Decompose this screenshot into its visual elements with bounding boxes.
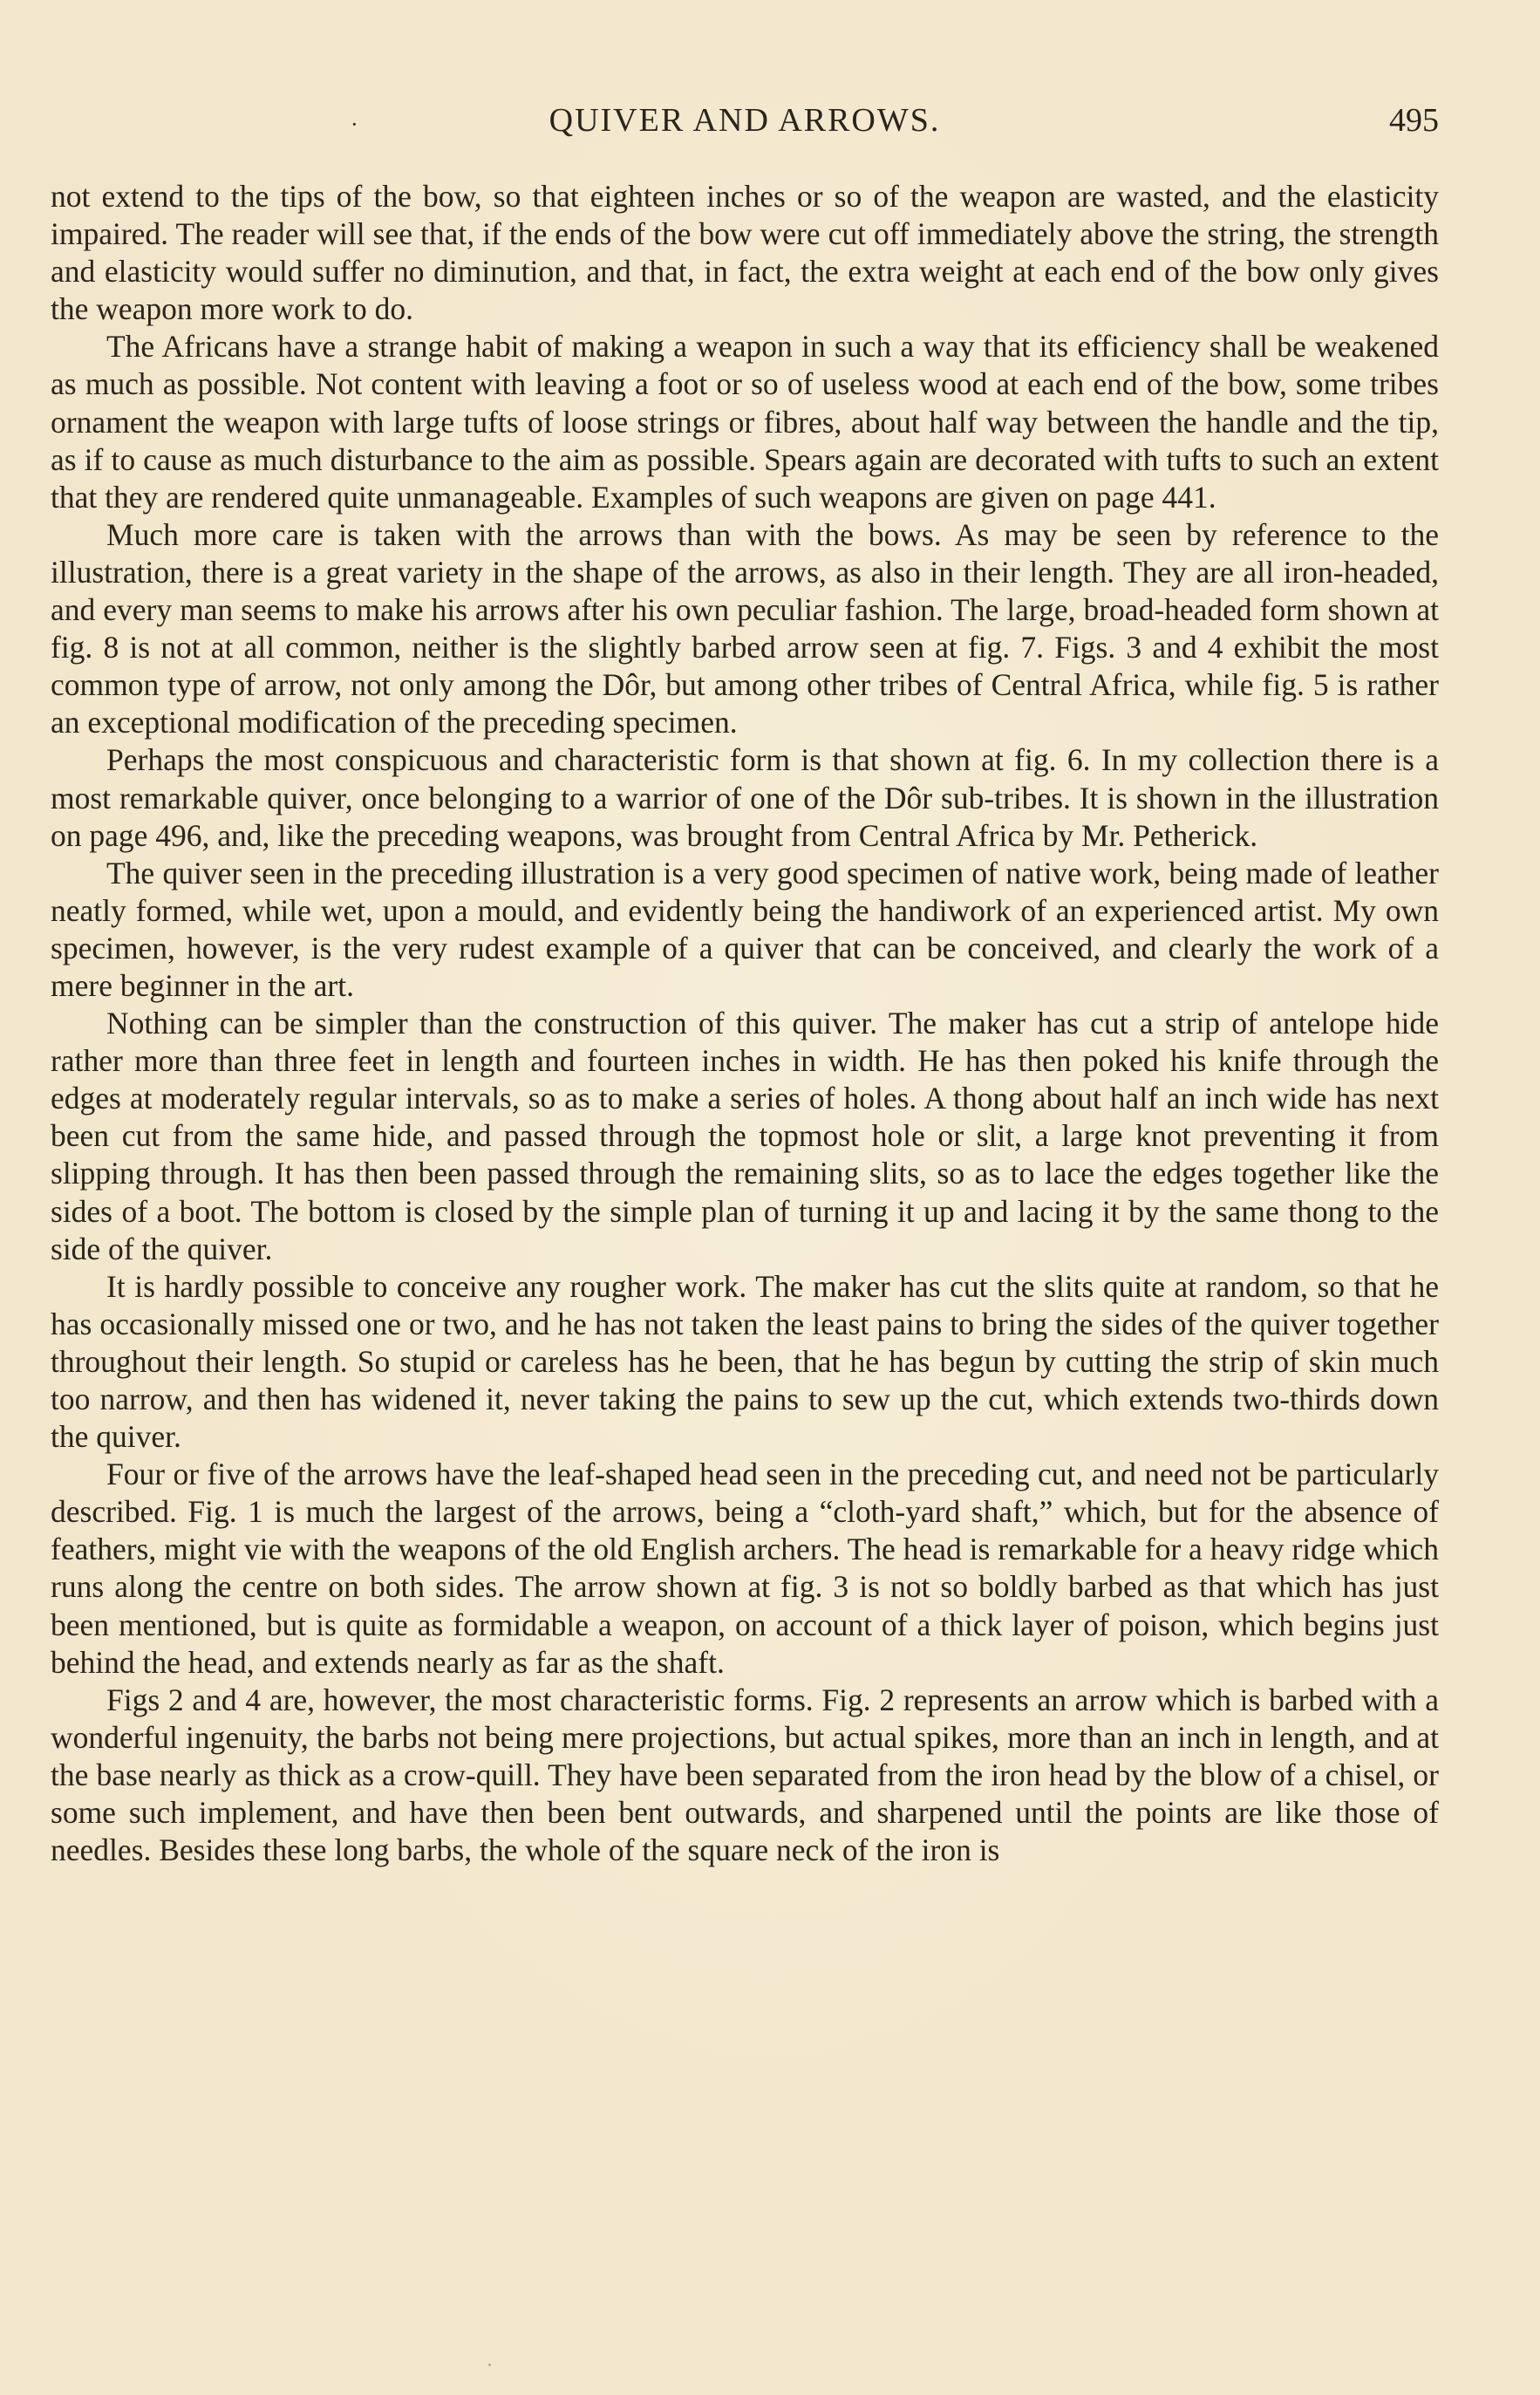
paragraph-2: The Africans have a strange habit of making a weapon in such a way that its efficiency shall be weakened as much as possible. Not content with leaving a foot or so of useless wood at each end of the bow, some tribes ornament the weapon with large tufts of loose strings or fibres, about half way between the handle and the tip, as if to cause as much disturbance to the aim as possible. Spears again are decorated with tufts to such an extent that they are rendered quite unmanageable. Examples of such weapons are given on page 441. <box>51 329 1439 515</box>
running-header <box>51 94 1439 147</box>
paragraph-3: Much more care is taken with the arrows than with the bows. As may be seen by reference to the illustration, there is a great variety in the shape of the arrows, as also in their length. They are all iron-headed, and every man seems to make his arrows after his own peculiar fashion. The large, broad-headed form shown at fig. 8 is not at all common, neither is the slightly barbed arrow seen at fig. 7. Figs. 3 and 4 exhibit the most common type of arrow, not only among the Dôr, but among other tribes of Central Africa, while fig. 5 is rather an exceptional modification of the preceding specimen. <box>51 516 1439 740</box>
paragraph-1: not extend to the tips of the bow, so that eighteen inches or so of the weapon are wasted, and the elasticity impaired. The reader will see that, if the ends of the bow were cut off immediately above the string, the strength and elasticity would suffer no diminution, and that, in fact, the extra weight at each end of the bow only gives the weapon more work to do. <box>51 179 1439 327</box>
paragraph-5: The quiver seen in the preceding illustration is a very good specimen of native work, being made of leather neatly formed, while wet, upon a mould, and evidently being the handiwork of an experienced artist. My own specimen, however, is the very rudest example of a quiver that can be conceived, and clearly the work of a mere beginner in the art. <box>51 855 1439 1003</box>
page-number: 495 <box>1389 102 1439 139</box>
paragraph-7: It is hardly possible to conceive any rougher work. The maker has cut the slits quite at random, so that he has occasionally missed one or two, and he has not taken the least pains to bring the sides of the quiver together throughout their length. So stupid or careless has he been, that he has begun by cutting the strip of skin much too narrow, and then has widened it, never taking the pains to sew up the cut, which extends two-thirds down the quiver. <box>51 1268 1439 1455</box>
paragraph-9: Figs 2 and 4 are, however, the most characteristic forms. Fig. 2 represents an arrow which is barbed with a wonderful ingenuity, the barbs not being mere projections, but actual spikes, more than an inch in length, and at the base nearly as thick as a crow-quill. They have been separated from the iron head by the blow of a chisel, or some such implement, and have then been bent outwards, and sharpened until the points are like those of needles. Besides these long barbs, the whole of the square neck of the iron is <box>51 1682 1439 1868</box>
running-title: QUIVER AND ARROWS. <box>549 102 941 139</box>
paragraph-6: Nothing can be simpler than the construction of this quiver. The maker has cut a strip of antelope hide rather more than three feet in length and fourteen inches in width. He has then poked his knife through the edges at moderately regular intervals, so as to make a series of holes. A thong about half an inch wide has next been cut from the same hide, and passed through the topmost hole or slit, a large knot preventing it from slipping through. It has then been passed through the remaining slits, so as to lace the edges together like the sides of a boot. The bottom is closed by the simple plan of turning it up and lacing it by the same thong to the side of the quiver. <box>51 1006 1439 1266</box>
body-text <box>51 178 1439 1869</box>
paper-speck <box>488 2364 491 2366</box>
header-dot: · <box>351 112 358 137</box>
paragraph-4: Perhaps the most conspicuous and characteristic form is that shown at fig. 6. In my collection there is a most remarkable quiver, once belonging to a warrior of one of the Dôr sub-tribes. It is shown in the illustration on page 496, and, like the preceding weapons, was brought from Central Africa by Mr. Petherick. <box>51 742 1439 853</box>
paragraph-8: Four or five of the arrows have the leaf-shaped head seen in the preceding cut, and need not be particularly described. Fig. 1 is much the largest of the arrows, being a “cloth-yard shaft,” which, but for the absence of feathers, might vie with the weapons of the old English archers. The head is remarkable for a heavy ridge which runs along the centre on both sides. The arrow shown at fig. 3 is not so boldly barbed as that which has just been mentioned, but is quite as formidable a weapon, on account of a thick layer of poison, which begins just behind the head, and extends nearly as far as the shaft. <box>51 1457 1439 1680</box>
